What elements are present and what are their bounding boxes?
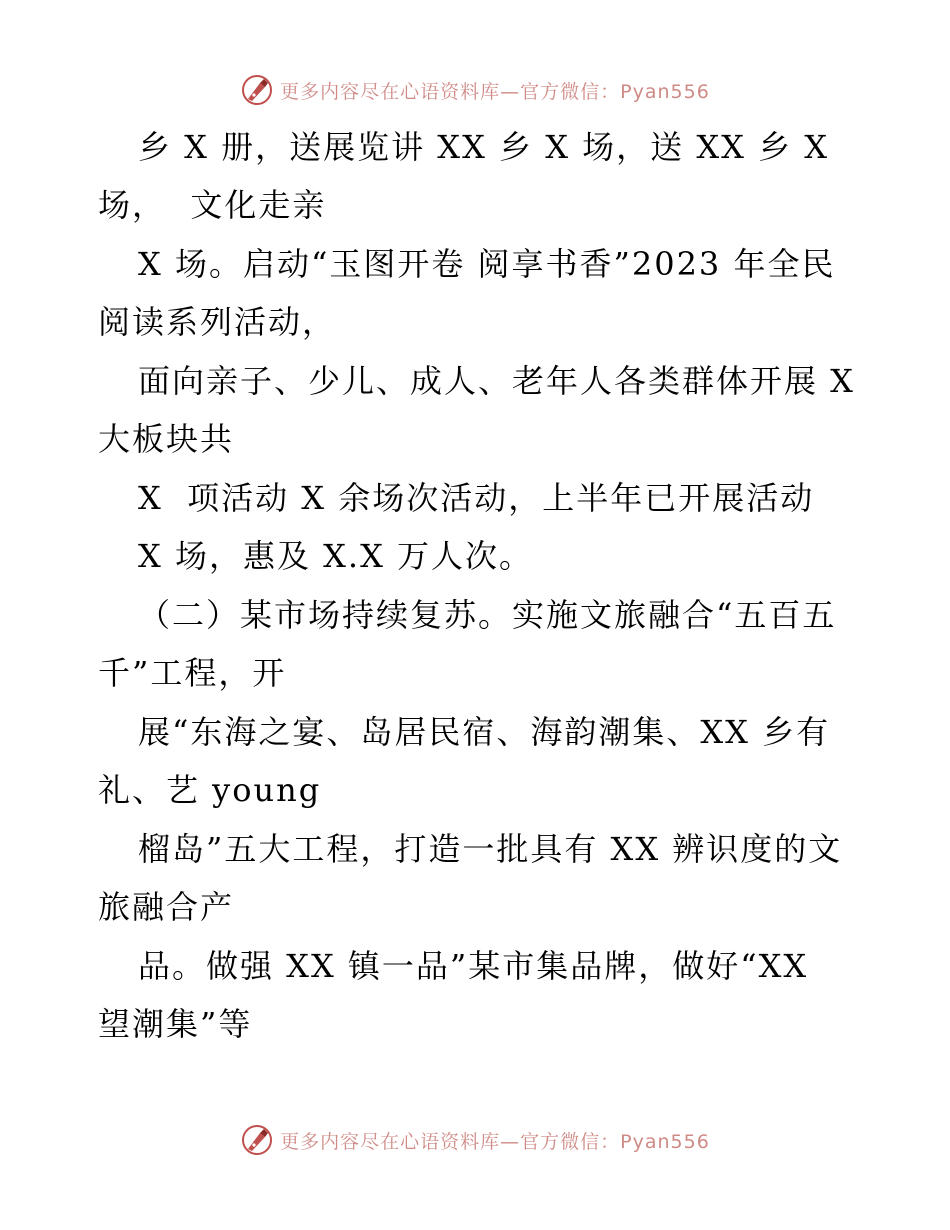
- body-line: 场， 文化走亲: [98, 186, 327, 224]
- body-line: 阅读系列活动，: [98, 303, 337, 341]
- header-watermark: [0, 70, 950, 110]
- body-line: 千”工程，开: [98, 654, 287, 692]
- footer-watermark: [0, 1120, 950, 1160]
- body-line: 礼、艺 young: [98, 771, 322, 809]
- watermark-text: 更多内容尽在心语资料库—官方微信：Pyan556: [280, 80, 710, 103]
- body-line: 旅融合产: [98, 888, 235, 926]
- body-line: X 项活动 X 余场次活动，上半年已开展活动: [138, 479, 815, 517]
- pen-nib-logo-icon: [240, 73, 274, 107]
- pen-nib-logo-icon: [240, 1123, 274, 1157]
- body-line: 乡 X 册，送展览讲 XX 乡 X 场，送 XX 乡 X: [138, 128, 830, 166]
- body-line: X 场，惠及 X.X 万人次。: [138, 537, 534, 575]
- watermark-text: 更多内容尽在心语资料库—官方微信：Pyan556: [280, 1130, 710, 1153]
- body-line: 望潮集”等: [98, 1005, 253, 1043]
- body-line: 展“东海之宴、岛居民宿、海韵潮集、XX 乡有: [138, 713, 831, 751]
- body-line: （二）某市场持续复苏。实施文旅融合“五百五: [138, 596, 837, 634]
- body-line: 面向亲子、少儿、成人、老年人各类群体开展 X: [138, 362, 855, 400]
- body-line: 大板块共: [98, 420, 235, 458]
- body-line: 品。做强 XX 镇一品”某市集品牌，做好“XX: [138, 947, 809, 985]
- body-line: 榴岛”五大工程，打造一批具有 XX 辨识度的文: [138, 830, 843, 868]
- body-line: X 场。启动“玉图开卷 阅享书香”2023 年全民: [138, 245, 836, 283]
